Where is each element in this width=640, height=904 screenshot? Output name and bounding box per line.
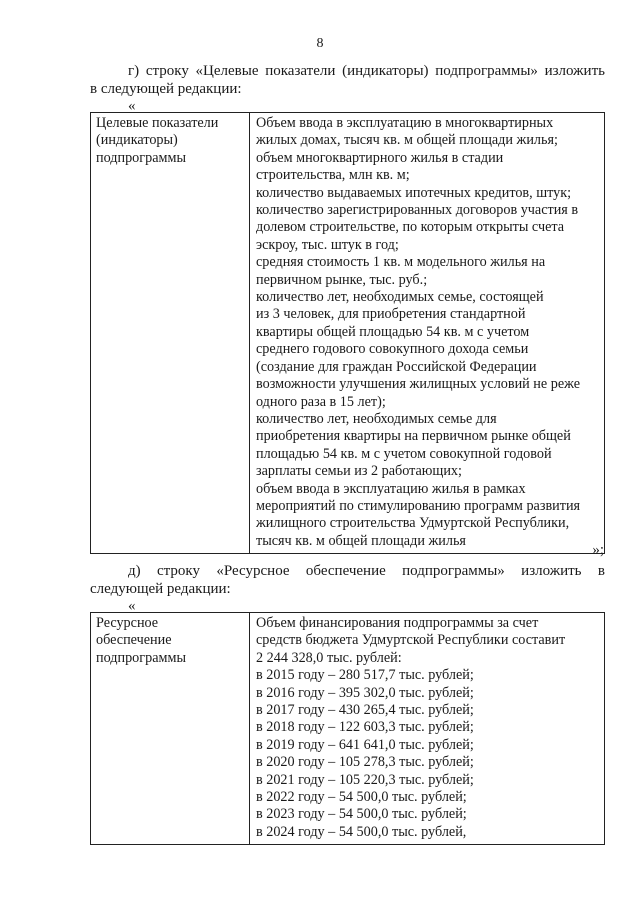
label-line: подпрограммы bbox=[96, 149, 186, 166]
target-indicators-value bbox=[250, 113, 605, 554]
label-line: (индикаторы) bbox=[96, 132, 178, 149]
value-line: зарплаты семьи из 2 работающих; bbox=[256, 463, 462, 480]
value-line: площадью 54 кв. м с учетом совокупной годовой bbox=[256, 445, 552, 462]
intro-word: в bbox=[597, 563, 605, 579]
value-line: в 2024 году – 54 500,0 тыс. рублей, bbox=[256, 823, 467, 840]
value-line: количество лет, необходимых семье для bbox=[256, 410, 497, 427]
value-line: (создание для граждан Российской Федерации bbox=[256, 358, 537, 375]
target-indicators-label bbox=[91, 113, 250, 554]
value-line: объем многоквартирного жилья в стадии bbox=[256, 149, 504, 166]
section-d-intro-line2: следующей редакции: bbox=[90, 581, 231, 597]
section-d-open-quote: « bbox=[128, 598, 136, 614]
value-line: количество выдаваемых ипотечных кредитов, штук; bbox=[256, 184, 572, 201]
value-line: квартиры общей площадью 54 кв. м с учетом bbox=[256, 323, 530, 340]
label-line: обеспечение bbox=[96, 632, 172, 649]
value-line: из 3 человек, для приобретения стандартной bbox=[256, 306, 526, 323]
intro-word: изложить bbox=[521, 563, 582, 579]
intro-word: показатели bbox=[265, 63, 336, 79]
value-line: среднего годового совокупного дохода семьи bbox=[256, 341, 529, 358]
section-g-open-quote: « bbox=[128, 98, 136, 114]
value-line: приобретения квартиры на первичном рынке общей bbox=[256, 428, 571, 445]
value-line: возможности улучшения жилищных условий не реже bbox=[256, 376, 581, 393]
section-g-close-quote: »; bbox=[592, 542, 604, 558]
section-g-intro bbox=[90, 62, 605, 98]
section-g-intro-line2: в следующей редакции: bbox=[90, 81, 242, 97]
value-line: количество зарегистрированных договоров участия в bbox=[256, 202, 579, 219]
intro-word: подпрограммы» bbox=[435, 63, 538, 79]
intro-word: (индикаторы) bbox=[342, 63, 429, 79]
value-line: количество лет, необходимых семье, состоящей bbox=[256, 289, 544, 306]
value-line: в 2017 году – 430 265,4 тыс. рублей; bbox=[256, 702, 474, 719]
intro-word: строку bbox=[157, 563, 200, 579]
value-line: строительства, млн кв. м; bbox=[256, 167, 410, 184]
value-line: мероприятий по стимулированию программ развития bbox=[256, 497, 581, 514]
target-indicators-table bbox=[90, 112, 605, 554]
value-line: средняя стоимость 1 кв. м модельного жилья на bbox=[256, 254, 546, 271]
page-number: 8 bbox=[316, 36, 324, 51]
resource-provision-label bbox=[91, 613, 250, 845]
intro-word: обеспечение bbox=[305, 563, 386, 579]
value-line: объем ввода в эксплуатацию жилья в рамках bbox=[256, 480, 526, 497]
intro-word: д) bbox=[128, 563, 141, 579]
table-row bbox=[91, 613, 605, 845]
intro-word: строку bbox=[145, 63, 189, 79]
intro-word: «Ресурсное bbox=[216, 563, 290, 579]
intro-word: г) bbox=[128, 63, 140, 79]
resource-provision-value bbox=[250, 613, 605, 845]
table-row bbox=[91, 113, 605, 554]
value-line: долевом строительстве, по которым открыты счета bbox=[256, 219, 565, 236]
value-line: в 2019 году – 641 641,0 тыс. рублей; bbox=[256, 736, 474, 753]
value-line: жилищного строительства Удмуртской Республики, bbox=[256, 515, 570, 532]
value-line: жилых домах, тысяч кв. м общей площади жилья; bbox=[256, 132, 558, 149]
section-d-intro-line1 bbox=[90, 562, 605, 580]
value-line: в 2016 году – 395 302,0 тыс. рублей; bbox=[256, 684, 474, 701]
value-line: в 2021 году – 105 220,3 тыс. рублей; bbox=[256, 771, 474, 788]
value-line: Объем финансирования подпрограммы за счет bbox=[256, 615, 539, 631]
label-line: Ресурсное bbox=[96, 615, 159, 631]
value-line: средств бюджета Удмуртской Республики составит bbox=[256, 632, 566, 649]
intro-word: изложить bbox=[544, 63, 605, 79]
value-line: в 2015 году – 280 517,7 тыс. рублей; bbox=[256, 667, 474, 684]
value-line: в 2023 году – 54 500,0 тыс. рублей; bbox=[256, 806, 467, 823]
value-line: тысяч кв. м общей площади жилья bbox=[256, 532, 466, 549]
value-line: первичном рынке, тыс. руб.; bbox=[256, 271, 428, 288]
intro-word: подпрограммы» bbox=[402, 563, 505, 579]
section-g-intro-line1 bbox=[90, 62, 605, 80]
label-line: подпрограммы bbox=[96, 649, 186, 666]
value-line: в 2018 году – 122 603,3 тыс. рублей; bbox=[256, 719, 474, 736]
value-line: в 2022 году – 54 500,0 тыс. рублей; bbox=[256, 789, 467, 806]
section-d-intro bbox=[90, 562, 605, 598]
intro-word: «Целевые bbox=[195, 63, 259, 79]
resource-provision-table bbox=[90, 612, 605, 845]
value-line: эскроу, тыс. штук в год; bbox=[256, 236, 399, 253]
label-line: Целевые показатели bbox=[96, 115, 219, 131]
value-line: Объем ввода в эксплуатацию в многоквартирных bbox=[256, 115, 554, 131]
value-line: 2 244 328,0 тыс. рублей: bbox=[256, 649, 402, 666]
value-line: одного раза в 15 лет); bbox=[256, 393, 386, 410]
value-line: в 2020 году – 105 278,3 тыс. рублей; bbox=[256, 754, 474, 771]
